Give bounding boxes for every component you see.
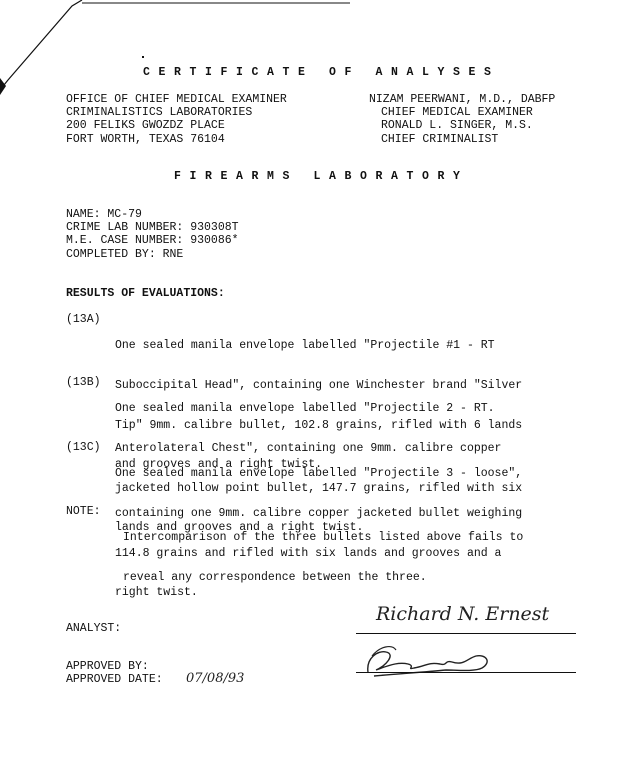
me-case-number: M.E. CASE NUMBER: 930086* (66, 234, 239, 248)
item-line: One sealed manila envelope labelled "Projectile 3 - loose", (115, 467, 523, 481)
analyst-label: ANALYST: (66, 622, 122, 635)
case-name: NAME: MC-79 (66, 208, 142, 221)
results-heading: RESULTS OF EVALUATIONS: (66, 287, 225, 300)
item-line: and grooves and a right twist. (115, 458, 323, 472)
item-number: (13B) (66, 376, 101, 389)
approver-signature-scribble (356, 640, 506, 682)
case-info (66, 208, 239, 261)
item-line: lands and grooves and a right twist. (115, 521, 364, 535)
note-label: NOTE: (66, 505, 101, 518)
item-number: (13A) (66, 313, 101, 326)
item-line: One sealed manila envelope labelled "Projectile #1 - RT (115, 339, 495, 353)
office-line: OFFICE OF CHIEF MEDICAL EXAMINER (66, 93, 287, 106)
approver-signature-line (356, 672, 576, 673)
note-text (123, 505, 523, 611)
item-number: (13C) (66, 441, 101, 454)
item-line: containing one 9mm. calibre copper jacketed bullet weighing (115, 507, 523, 521)
analyst-signature: Richard N. Ernest (376, 603, 550, 625)
staff-line: CHIEF MEDICAL EXAMINER (381, 106, 533, 120)
approved-date-value: 07/08/93 (186, 671, 245, 686)
item-line: Suboccipital Head", containing one Winchester brand "Silver (115, 379, 523, 393)
item-line: One sealed manila envelope labelled "Projectile 2 - RT. (115, 402, 495, 416)
scan-corner-artifact (0, 0, 360, 100)
certificate-title: CERTIFICATE OF ANALYSES (143, 66, 500, 79)
staff-line: RONALD L. SINGER, M.S. (381, 119, 533, 133)
approved-date-label: APPROVED DATE: (66, 673, 163, 686)
office-line: FORT WORTH, TEXAS 76104 (66, 132, 225, 146)
approved-by-label: APPROVED BY: (66, 660, 149, 673)
office-line: CRIMINALISTICS LABORATORIES (66, 106, 253, 120)
office-address (66, 93, 287, 146)
staff-line: CHIEF CRIMINALIST (381, 132, 499, 146)
item-line: 114.8 grains and rifled with six lands and grooves and a (115, 546, 502, 560)
office-line: 200 FELIKS GWOZDZ PLACE (66, 119, 225, 133)
note-line: Intercomparison of the three bullets listed above fails to (123, 531, 524, 545)
completed-by: COMPLETED BY: RNE (66, 247, 184, 261)
item-line: Tip" 9mm. calibre bullet, 102.8 grains, rifled with 6 lands (115, 418, 523, 432)
analyst-signature-line (356, 633, 576, 634)
item-line: Anterolateral Chest", containing one 9mm. calibre copper (115, 442, 502, 456)
crime-lab-number: CRIME LAB NUMBER: 930308T (66, 221, 239, 235)
lab-title: FIREARMS LABORATORY (174, 170, 469, 183)
staff-line: NIZAM PEERWANI, M.D., DABFP (369, 93, 556, 106)
note-line: reveal any correspondence between the three. (123, 571, 427, 585)
item-line: jacketed hollow point bullet, 147.7 grains, rifled with six (115, 481, 523, 495)
staff-block (369, 93, 555, 146)
item-line: right twist. (115, 586, 198, 600)
